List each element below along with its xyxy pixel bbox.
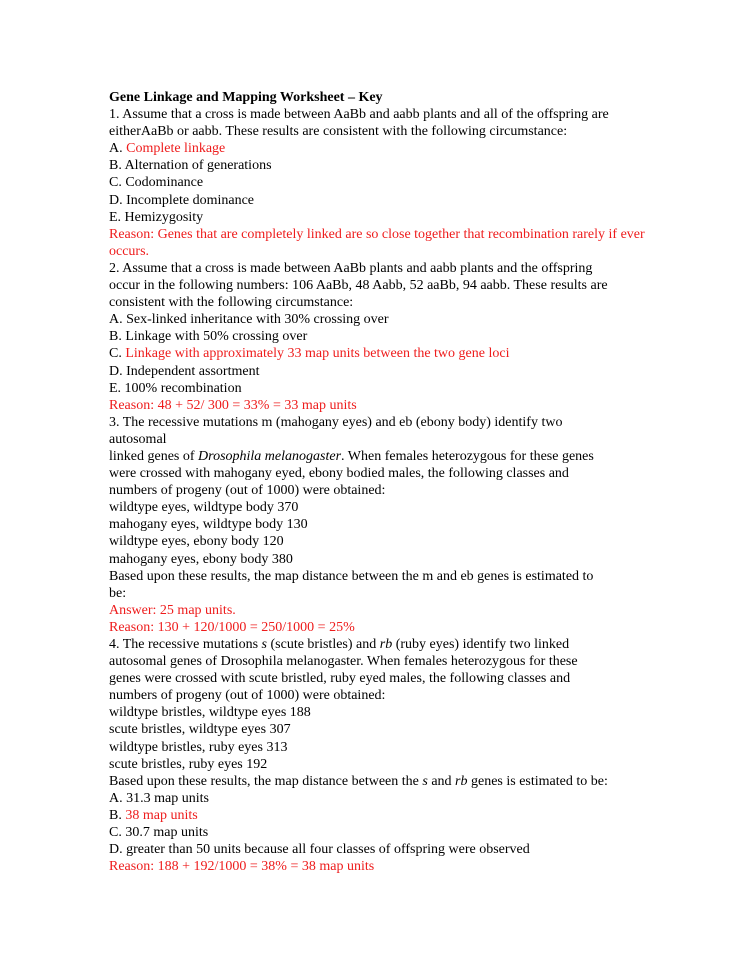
q4-option-d: D. greater than 50 units because all four classes of offspring were observed	[109, 842, 530, 858]
q4-progeny-class: wildtype bristles, wildtype eyes 188	[109, 705, 311, 721]
q2-option-e: E. 100% recombination	[109, 380, 242, 396]
q4-based-c: genes is estimated to be:	[467, 773, 608, 789]
q2-stem-line-3: consistent with the following circumstance:	[109, 295, 354, 311]
q3-stem-line-1: 3. The recessive mutations m (mahogany eyes) and eb (ebony body) identify two	[109, 414, 563, 430]
q3-stem-line-3-post: . When females heterozygous for these genes	[341, 448, 594, 464]
q4-stem-l1-a: 4. The recessive mutations	[109, 637, 262, 652]
q2-option-b: B. Linkage with 50% crossing over	[109, 329, 308, 345]
q4-option-c: C. 30.7 map units	[109, 825, 209, 841]
q1-answer-text: Complete linkage	[126, 141, 226, 157]
q3-progeny-class: mahogany eyes, ebony body 380	[109, 551, 293, 567]
q4-progeny-class: scute bristles, wildtype eyes 307	[109, 722, 291, 738]
q1-option-c: C. Codominance	[109, 175, 204, 191]
q2-option-c	[109, 345, 649, 362]
q4-reason: Reason: 188 + 192/1000 = 38% = 38 map units	[109, 859, 375, 875]
q4-stem-line-1	[109, 636, 649, 653]
q3-stem-line-2: autosomal	[109, 431, 167, 447]
q4-stem-line-4: numbers of progeny (out of 1000) were obtained:	[109, 688, 386, 704]
q3-progeny-class: mahogany eyes, wildtype body 130	[109, 517, 308, 533]
q4-based-gene-s: s	[422, 773, 428, 789]
q4-option-b-prefix: B.	[109, 807, 126, 823]
q3-answer: Answer: 25 map units.	[109, 602, 236, 618]
q3-stem-line-3-pre: linked genes of	[109, 448, 199, 464]
q4-progeny-class: wildtype bristles, ruby eyes 313	[109, 739, 288, 755]
q2-option-c-prefix: C.	[109, 346, 126, 362]
q2-reason: Reason: 48 + 52/ 300 = 33% = 33 map units	[109, 397, 357, 413]
q1-reason: Reason: Genes that are completely linked are so close together that recombination rarely if ever occurs.	[109, 226, 645, 259]
q1-option-a	[109, 140, 649, 157]
worksheet-title: Gene Linkage and Mapping Worksheet – Key	[109, 90, 383, 105]
q4-based-gene-rb: rb	[455, 773, 468, 789]
q3-progeny-class: wildtype eyes, wildtype body 370	[109, 500, 299, 516]
q4-progeny-class: scute bristles, ruby eyes 192	[109, 756, 268, 772]
q3-based-line-2: be:	[109, 585, 127, 601]
q2-stem-line-1: 2. Assume that a cross is made between AaBb plants and aabb plants and the offspring	[109, 260, 593, 276]
question-4	[109, 636, 649, 875]
q1-option-e: E. Hemizygosity	[109, 209, 204, 225]
q4-gene-s: s	[261, 637, 267, 652]
q3-stem-line-4: were crossed with mahogany eyed, ebony bodied males, the following classes and	[109, 466, 569, 482]
q3-progeny-class: wildtype eyes, ebony body 120	[109, 534, 284, 550]
q3-based-line-1: Based upon these results, the map distance between the m and eb genes is estimated to	[109, 568, 594, 584]
q4-based-b: and	[427, 773, 456, 789]
question-1	[109, 106, 649, 260]
q4-gene-rb: rb	[379, 637, 393, 652]
q1-option-b: B. Alternation of generations	[109, 158, 272, 174]
question-3	[109, 414, 649, 636]
q4-answer-text: 38 map units	[125, 807, 198, 823]
q4-based-a: Based upon these results, the map distance between the	[109, 773, 423, 789]
q1-option-a-prefix: A.	[109, 141, 127, 157]
q1-stem-line-1: 1. Assume that a cross is made between AaBb and aabb plants and all of the offspring are	[109, 107, 609, 123]
q3-stem-line-3	[109, 448, 649, 465]
q4-stem-line-3: genes were crossed with scute bristled, ruby eyed males, the following classes and	[109, 671, 571, 687]
q4-stem-line-2: autosomal genes of Drosophila melanogaster. When females heterozygous for these	[109, 654, 578, 670]
q4-stem-l1-c: (ruby eyes) identify two linked	[392, 637, 570, 652]
q4-stem-l1-b: (scute bristles) and	[267, 637, 380, 652]
q2-option-a: A. Sex-linked inheritance with 30% crossing over	[109, 312, 389, 328]
q3-species-name: Drosophila melanogaster	[198, 448, 342, 464]
q1-stem-line-2: eitherAaBb or aabb. These results are consistent with the following circumstance:	[109, 124, 568, 140]
worksheet-page	[109, 89, 649, 875]
q2-answer-text: Linkage with approximately 33 map units between the two gene loci	[125, 346, 510, 362]
q1-option-d: D. Incomplete dominance	[109, 192, 255, 208]
q2-stem-line-2: occur in the following numbers: 106 AaBb, 48 Aabb, 52 aaBb, 94 aabb. These results are	[109, 278, 608, 294]
q4-option-b	[109, 807, 649, 824]
q3-stem-line-5: numbers of progeny (out of 1000) were obtained:	[109, 483, 386, 499]
q4-option-a: A. 31.3 map units	[109, 790, 209, 806]
q4-based-line	[109, 773, 649, 790]
q3-reason: Reason: 130 + 120/1000 = 250/1000 = 25%	[109, 619, 355, 635]
question-2	[109, 260, 649, 414]
q2-option-d: D. Independent assortment	[109, 363, 260, 379]
